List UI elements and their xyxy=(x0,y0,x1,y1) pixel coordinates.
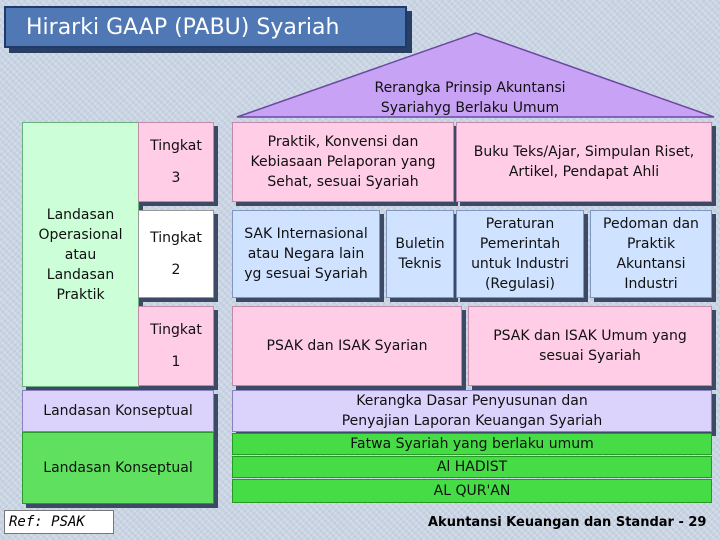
level-1-psak-umum-cell xyxy=(468,306,712,386)
level-2-text: Tingkat xyxy=(150,230,202,246)
conceptual-framework-line-1: Kerangka Dasar Penyusunan dan xyxy=(356,393,588,409)
level-1-psak-syariah-text: PSAK dan ISAK Syarian xyxy=(266,338,428,354)
level-3-text: Tingkat xyxy=(150,138,202,154)
level-3-practice-line-2: Kebiasaan Pelaporan yang xyxy=(250,154,436,170)
level-2-guidance-line-3: Akuntansi xyxy=(616,256,686,272)
level-2-guidance-line-4: Industri xyxy=(624,276,678,292)
level-1-psak-syariah-cell xyxy=(232,306,462,386)
fatwa-cell xyxy=(232,433,712,455)
level-2-guidance-cell xyxy=(590,210,712,298)
roof-line-1: Rerangka Prinsip Akuntansi xyxy=(374,80,566,96)
level-2-regulation-line-2: Pemerintah xyxy=(479,236,561,252)
reference-text: Ref: PSAK xyxy=(9,514,85,530)
level-3-literature-line-1: Buku Teks/Ajar, Simpulan Riset, xyxy=(473,144,695,160)
level-1-psak-umum-line-1: PSAK dan ISAK Umum yang xyxy=(493,328,687,344)
fatwa-text: Fatwa Syariah yang berlaku umum xyxy=(350,436,594,452)
conceptual-foundation-left-2-text: Landasan Konseptual xyxy=(43,460,193,476)
slide-title-text: Hirarki GAAP (PABU) Syariah xyxy=(26,14,340,40)
conceptual-foundation-left-1-text: Landasan Konseptual xyxy=(43,403,193,419)
level-3-literature-line-2: Artikel, Pendapat Ahli xyxy=(508,164,660,180)
level-3-number: 3 xyxy=(171,170,181,186)
page-footer xyxy=(428,515,706,530)
level-2-sak-cell xyxy=(232,210,380,298)
level-1-label xyxy=(138,306,214,386)
roof-line-2: Syariahyg Berlaku Umum xyxy=(380,100,560,116)
conceptual-framework-cell xyxy=(232,390,712,432)
level-2-number: 2 xyxy=(171,262,181,278)
level-2-regulation-line-3: untuk Industri xyxy=(471,256,569,272)
level-2-regulation-line-4: (Regulasi) xyxy=(484,276,556,292)
level-2-sak-line-1: SAK Internasional xyxy=(244,226,368,242)
level-3-practice-line-1: Praktik, Konvensi dan xyxy=(267,134,419,150)
pillar-line-3: atau xyxy=(64,246,97,263)
level-2-regulation-cell xyxy=(456,210,584,298)
level-2-bulletin-line-1: Buletin xyxy=(395,236,445,252)
page-footer-text: Akuntansi Keuangan dan Standar - 29 xyxy=(428,515,707,530)
level-2-sak-line-2: atau Negara lain xyxy=(247,246,365,262)
level-2-regulation-line-1: Peraturan xyxy=(485,216,555,232)
hadist-text: Al HADIST xyxy=(436,459,508,475)
level-3-literature-cell xyxy=(456,122,712,202)
level-3-label xyxy=(138,122,214,202)
hadist-cell xyxy=(232,456,712,478)
pillar-line-2: Operasional xyxy=(38,226,123,243)
level-2-bulletin-cell xyxy=(386,210,454,298)
conceptual-foundation-left-2 xyxy=(22,432,214,504)
roof-label xyxy=(360,78,580,118)
level-2-guidance-line-2: Praktik xyxy=(626,236,676,252)
level-3-practice-line-3: Sehat, sesuai Syariah xyxy=(267,174,419,190)
quran-cell xyxy=(232,479,712,503)
conceptual-framework-line-2: Penyajian Laporan Keuangan Syariah xyxy=(341,413,603,429)
level-3-practice-cell xyxy=(232,122,454,202)
level-2-label xyxy=(138,210,214,298)
level-2-guidance-line-1: Pedoman dan xyxy=(603,216,699,232)
conceptual-foundation-left-1 xyxy=(22,390,214,432)
pillar-line-4: Landasan xyxy=(46,266,115,283)
level-1-psak-umum-line-2: sesuai Syariah xyxy=(539,348,641,364)
level-2-bulletin-line-2: Teknis xyxy=(398,256,442,272)
reference-label xyxy=(4,510,114,534)
level-1-number: 1 xyxy=(171,354,181,370)
level-2-sak-line-3: yg sesuai Syariah xyxy=(244,266,368,282)
quran-text: AL QUR'AN xyxy=(433,483,511,499)
left-pillar xyxy=(22,122,139,387)
level-1-text: Tingkat xyxy=(150,322,202,338)
pillar-line-1: Landasan xyxy=(46,206,115,223)
pillar-line-5: Praktik xyxy=(56,286,105,303)
